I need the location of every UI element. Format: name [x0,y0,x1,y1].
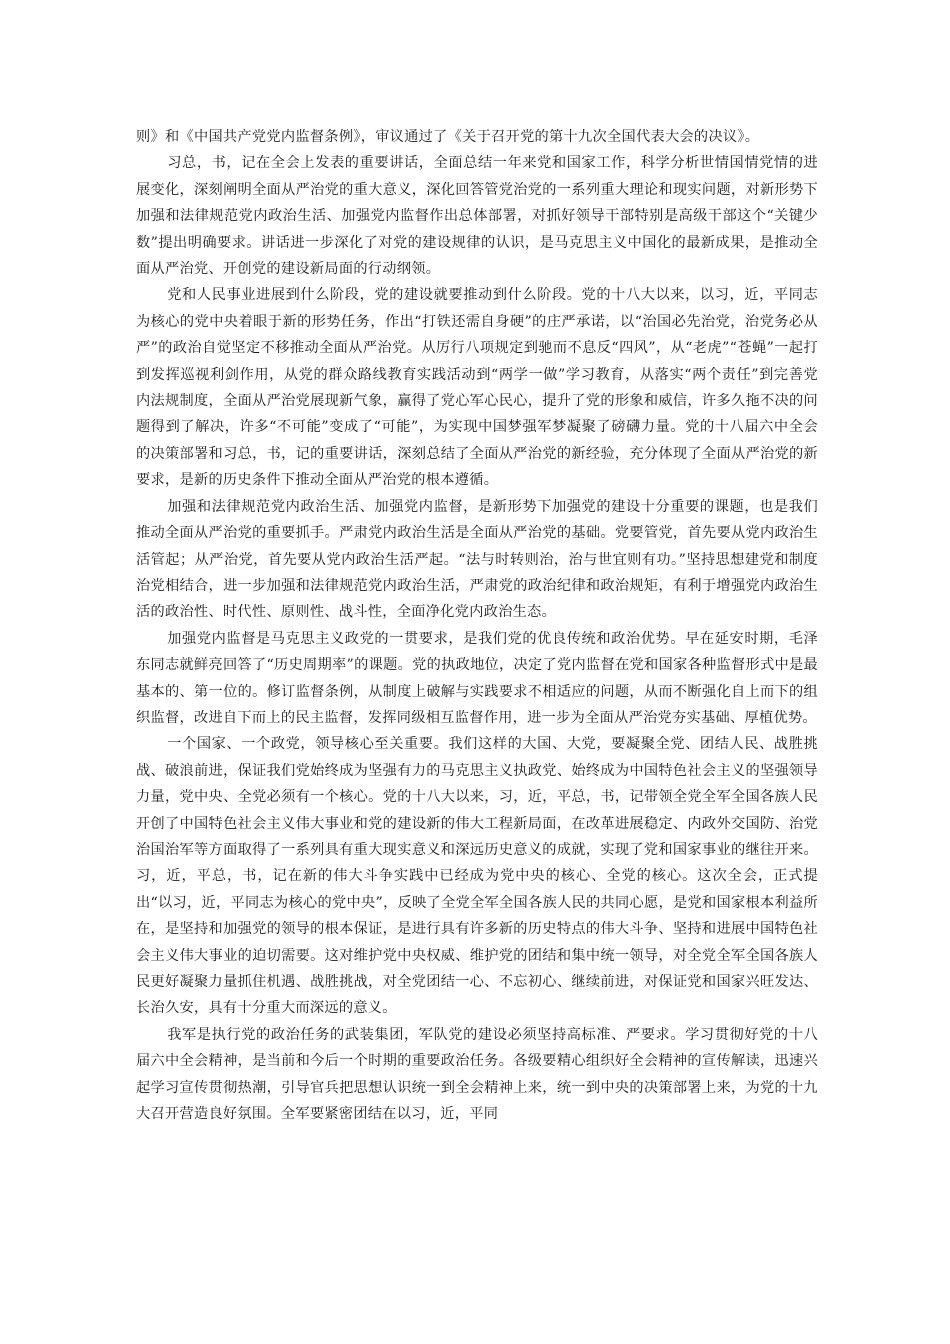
paragraph-1: 则》和《中国共产党党内监督条例》，审议通过了《关于召开党的第十九次全国代表大会的决议》。 [136,129,760,145]
paragraph-7: 我军是执行党的政治任务的武装集团，军队党的建设必须坚持高标准、严要求。学习贯彻好党的十八届六中全会精神，是当前和今后一个时期的重要政治任务。各级要精心组织好全会精神的宣传解读，迅速兴起学习宣传贯彻热潮，引导官兵把思想认识统一到全会精神上来，统一到中央的决策部署上来，为党的十九大召开营造良好氛围。全军要紧密团结在以习，近，平同 [136,1026,818,1123]
document-page [136,124,818,1127]
paragraph-5: 加强党内监督是马克思主义政党的一贯要求，是我们党的优良传统和政治优势。早在延安时期，毛泽东同志就鲜亮回答了“历史周期率”的课题。党的执政地位，决定了党内监督在党和国家各种监督形式中是最基本的、第一位的。修订监督条例，从制度上破解与实践要求不相适应的问题，从而不断强化自上而下的组织监督，改进自下而上的民主监督，发挥同级相互监督作用，进一步为全面从严治党夯实基础、厚植优势。 [136,630,818,726]
paragraph-6: 一个国家、一个政党，领导核心至关重要。我们这样的大国、大党，要凝聚全党、团结人民、战胜挑战、破浪前进，保证我们党始终成为坚强有力的马克思主义执政党、始终成为中国特色社会主义的坚强领导力量，党中央、全党必须有一个核心。党的十八大以来，习，近，平总，书，记带领全党全军全国各族人民开创了中国特色社会主义伟大事业和党的建设新的伟大工程新局面，在改革进展稳定、内政外交国防、治党治国治军等方面取得了一系列具有重大现实意义和深远历史意义的成就，实现了党和国家事业的继往开来。习，近，平总，书，记在新的伟大斗争实践中已经成为党中央的核心、全党的核心。这次全会，正式提出“以习，近，平同志为核心的党中央”，反映了全党全军全国各族人民的共同心愿，是党和国家根本利益所在，是坚持和加强党的领导的根本保证，是进行具有许多新的历史特点的伟大斗争、坚持和进展中国特色社会主义伟大事业的迫切需要。这对维护党中央权威、维护党的团结和集中统一领导，对全党全军全国各族人民更好凝聚力量抓住机遇、战胜挑战，对全党团结一心、不忘初心、继续前进，对保证党和国家兴旺发达、长治久安，具有十分重大而深远的意义。 [136,736,818,1017]
paragraph-3: 党和人民事业进展到什么阶段，党的建设就要推动到什么阶段。党的十八大以来，以习，近，平同志为核心的党中央着眼于新的形势任务，作出“打铁还需自身硬”的庄严承诺，以“治国必先治党，治党务必从严”的政治自觉坚定不移推动全面从严治党。从厉行八项规定到驰而不息反“四风”，从“老虎”“苍蝇”一起打到发挥巡视利剑作用，从党的群众路线教育实践活动到“两学一做”学习教育，从落实“两个责任”到完善党内法规制度，全面从严治党展现新气象，赢得了党心军心民心，提升了党的形象和威信，许多久拖不决的问题得到了解决，许多“不可能”变成了“可能”，为实现中国梦强军梦凝聚了磅礴力量。党的十八届六中全会的决策部署和习总，书，记的重要讲话，深刻总结了全面从严治党的新经验，充分体现了全面从严治党的新要求，是新的历史条件下推动全面从严治党的根本遵循。 [136,287,818,489]
paragraph-4: 加强和法律规范党内政治生活、加强党内监督，是新形势下加强党的建设十分重要的课题，也是我们推动全面从严治党的重要抓手。严肃党内政治生活是全面从严治党的基础。党要管党，首先要从党内政治生活管起；从严治党，首先要从党内政治生活严起。“法与时转则治，治与世宜则有功。”坚持思想建党和制度治党相结合，进一步加强和法律规范党内政治生活，严肃党的政治纪律和政治规矩，有利于增强党内政治生活的政治性、时代性、原则性、战斗性，全面净化党内政治生态。 [136,498,818,621]
paragraph-2: 习总，书，记在全会上发表的重要讲话，全面总结一年来党和国家工作，科学分析世情国情党情的进展变化，深刻阐明全面从严治党的重大意义，深化回答管党治党的一系列重大理论和现实问题，对新形势下加强和法律规范党内政治生活、加强党内监督作出总体部署，对抓好领导干部特别是高级干部这个“关键少数”提出明确要求。讲话进一步深化了对党的建设规律的认识，是马克思主义中国化的最新成果，是推动全面从严治党、开创党的建设新局面的行动纲领。 [136,155,818,278]
